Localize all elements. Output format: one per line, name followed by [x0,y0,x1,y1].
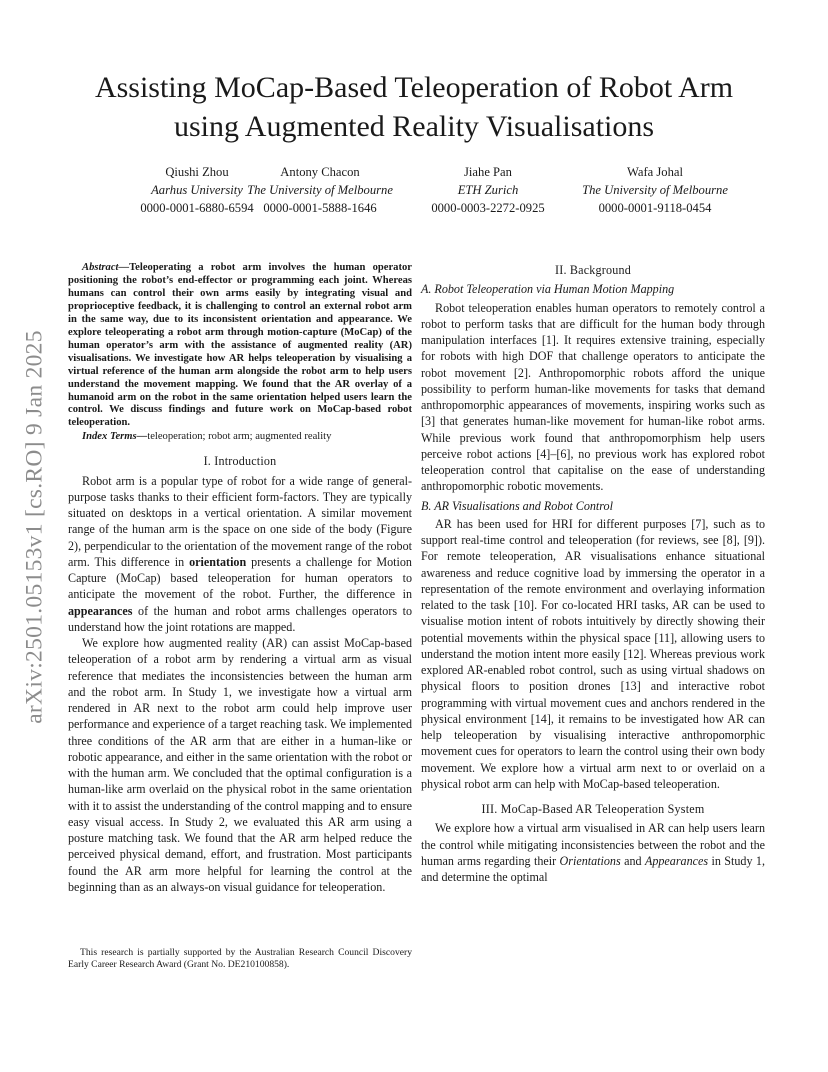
section-heading-system: III. MoCap-Based AR Teleoperation System [481,802,705,816]
subsection-heading-ar-visualisations: B. AR Visualisations and Robot Control [421,498,613,513]
author-orcid: 0000-0001-9118-0454 [598,201,712,215]
system-paragraph-1: We explore how a virtual arm visualised in AR can help users learn the control while mitigating inconsistencies between the robot and the human arms regarding their Orientations and Appearances in Study 1, and determine the optimal [421,821,765,884]
author-block-4 [565,163,745,217]
index-terms: Index Terms—teleoperation; robot arm; augmented reality [82,431,332,443]
emphasis-appearances-2: Appearances [644,853,709,868]
intro-paragraph-1: Robot arm is a popular type of robot for a wide range of general-purpose tasks thanks to their efficient form-factors. They are typically situated on desktops in a vertical orientation. A similar movement range of the human arm is the space on one side of the body (Figure 2), perpendicular to the orientation of the movement range of the robot arm. This difference in orientation presents a challenge for Motion Capture (MoCap) based teleoperation for human operators to anticipate the movement of the robot. Further, the difference in appearances of the human and robot arms challenges operators to understand how the joint rotations are mapped. [68,473,412,634]
author-affiliation: The University of Melbourne [247,183,393,197]
section-heading-background: II. Background [554,263,631,277]
author-name: Antony Chacon [280,165,360,179]
author-affiliation: ETH Zurich [457,183,519,197]
author-affiliation: Aarhus University [151,183,243,197]
left-column [68,262,412,895]
author-orcid: 0000-0001-6880-6594 [140,201,254,215]
intro-paragraph-2: We explore how augmented reality (AR) can assist MoCap-based teleoperation of a robot arm by rendering a virtual arm as visual reference that mediates the inconsistencies between the human arm and the robot arm. In Study 1, we investigate how a virtual arm rendered in AR next to the robot arm could help improve user performance and experience of a target reaching task. We implemented three conditions of the AR arm that are either in a human-like or robotic appearance, and either in the same orientation with the robot or with the human arm. We concluded that the optimal configuration is a human-like arm overlaid on the physical robot in the same orientation with it to assist the understanding of the control mapping and to ensure easy visual access. In Study 2, we evaluated this AR arm using a posture matching task. We found that the AR arm helped reduce the perceived physical demand, effort, and frustration. Most participants found the AR arm more helpful for learning the control at the beginning than as an always-on visual guidance for teleoperation. [68,636,412,894]
author-affiliation: The University of Melbourne [582,183,728,197]
author-name: Qiushi Zhou [165,165,229,179]
author-orcid: 0000-0003-2272-0925 [431,201,545,215]
right-column [421,262,765,885]
author-block-2 [230,163,410,217]
author-name: Jiahe Pan [464,165,512,179]
funding-footnote: This research is partially supported by the Australian Research Council Discovery Early Career Research Award (Grant No. DE210100858). [68,947,412,971]
arxiv-identifier-stamp: arXiv:2501.05153v1 [cs.RO] 9 Jan 2025 [21,330,48,724]
author-name: Wafa Johal [627,165,683,179]
author-block-3 [408,163,568,217]
abstract: Abstract—Teleoperating a robot arm involves the human operator positioning the robot’s end-effector or programming each joint. Whereas humans can control their own arms easily by integrating visual and proprioceptive feedback, it is challenging to control an external robot arm in the same way, due to its inconsistent orientation and appearance. We explore teleoperating a robot arm through motion-capture (MoCap) of the human operator’s arm with the assistance of augmented reality (AR) visualisations. We investigate how AR helps teleoperation by visualising a virtual reference of the human arm alongside the robot arm to help users understand the movement mapping. We found that the AR overlay of a humanoid arm on the robot in the same orientation helped users learn the control. We discuss findings and future work on MoCap-based robot teleoperation. [68,262,412,429]
emphasis-orientation: orientation [189,554,247,569]
abstract-text: Teleoperating a robot arm involves the human operator positioning the robot’s end-effector or programming each joint. Whereas humans can control their own arms easily by integrating visual and proprioceptive feedback, it is challenging to control an external robot arm in the same way, due to its inconsistent orientation and appearance. We explore teleoperating a robot arm through motion-capture (MoCap) of the human operator’s arm with the assistance of augmented reality (AR) visualisations. We investigate how AR helps teleoperation by visualising a virtual reference of the human arm alongside the robot arm to help users understand the movement mapping. We found that the AR overlay of a humanoid arm on the robot in the same orientation helped users learn the control. We discuss findings and future work on MoCap-based robot teleoperation. [68,262,412,429]
section-heading-introduction: I. Introduction [203,454,277,469]
emphasis-orientations: Orientations [559,853,621,868]
author-orcid: 0000-0001-5888-1646 [263,201,377,215]
paper-title: Assisting MoCap-Based Teleoperation of Robot Arm using Augmented Reality Visualisations [94,71,734,143]
subsection-heading-robot-teleoperation: A. Robot Teleoperation via Human Motion Mapping [421,282,675,297]
background-paragraph-b: AR has been used for HRI for different purposes [7], such as to support real-time control and teleoperation (for reviews, see [8], [9]). For remote teleoperation, AR visualisations enhance situational awareness and reduce cognitive load by immersing the operator in a representation of the remote environment and overlaying information related to the task [10]. For co-located HRI tasks, AR can be used to visualise motion intent of robots intuitively by directly showing their potential movements within the physical space [11], allowing users to understand the motion intent more easily [12]. Whereas previous work explored AR-enabled robot control, such as using virtual shadows on physical floors to position drones [13] and interactive robot programming with virtual movement cues and anchors rendered in the physical environment [14], it remains to be investigated how AR can help teleoperation by visualising interactive anthropomorphic movement cues for operators to learn the control using their own body movement. We explore how a virtual arm next to or overlaid on a physical robot arm can help with MoCap-based teleoperation. [421,516,765,791]
emphasis-appearances: appearances [68,603,133,618]
index-terms-text: teleoperation; robot arm; augmented reality [147,431,332,443]
background-paragraph-a: Robot teleoperation enables human operators to remotely control a robot to perform tasks that are difficult for the human body through manipulation interfaces [1]. It requires extensive training, especially for robots with high DOF that challenge operators to anticipate the robot movement [2]. Anthropomorphic robots afford the unique possibility to perform human-like movements for tasks that demand anthropomorphic appearances of movements, inspiring works such as [3] that generates human-like movement for human-like robot arms. While previous work found that anthropomorphism help users perceive robot actions [4]–[6], no previous work has explored robot teleoperation control that capitalise on the ease of understanding anthropomorphic robotic movements. [421,300,765,494]
